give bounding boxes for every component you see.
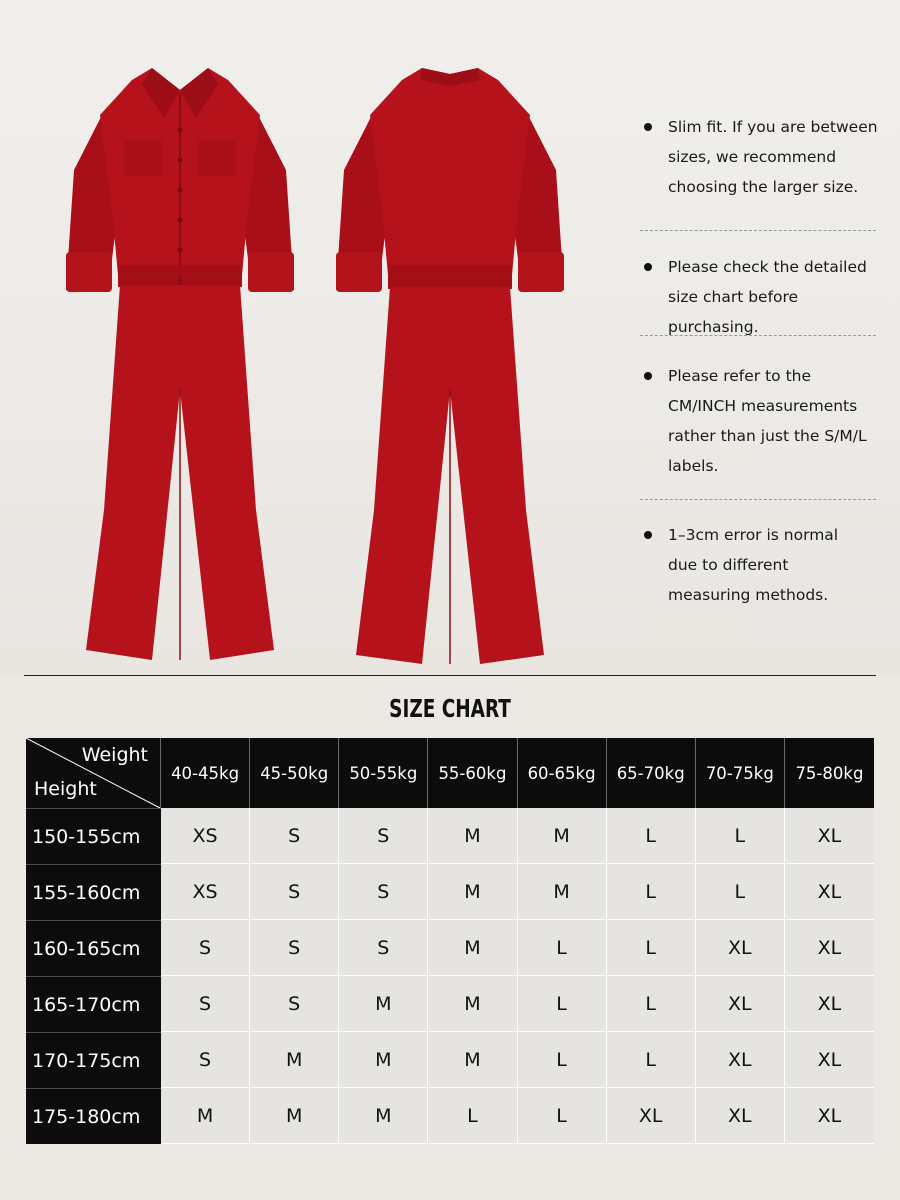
height-label: 170-175cm (26, 1032, 161, 1088)
size-cell: L (428, 1088, 517, 1144)
size-cell: XL (607, 1088, 696, 1144)
weight-header: 65-70kg (607, 738, 696, 808)
size-cell: XL (696, 1088, 785, 1144)
size-cell: L (696, 864, 785, 920)
height-axis-label: Height (34, 778, 97, 800)
size-cell: M (339, 1032, 428, 1088)
size-cell: L (607, 920, 696, 976)
weight-header: 70-75kg (696, 738, 785, 808)
weight-header: 60-65kg (518, 738, 607, 808)
size-cell: L (518, 976, 607, 1032)
table-row (26, 920, 874, 976)
table-row (26, 1032, 874, 1088)
size-cell: XS (161, 808, 250, 864)
size-cell: S (250, 920, 339, 976)
size-cell: L (518, 920, 607, 976)
size-cell: M (339, 976, 428, 1032)
size-cell: M (428, 1032, 517, 1088)
size-cell: L (607, 808, 696, 864)
size-cell: XL (785, 1032, 874, 1088)
size-cell: M (250, 1032, 339, 1088)
note-line: Slim fit. If you are between (668, 118, 878, 136)
note-item (640, 361, 867, 481)
size-cell: L (518, 1088, 607, 1144)
note-line: choosing the larger size. (668, 178, 859, 196)
size-cell: S (339, 864, 428, 920)
note-line: rather than just the S/M/L (668, 427, 867, 445)
note-item (640, 112, 878, 202)
note-item (640, 252, 890, 342)
height-label: 165-170cm (26, 976, 161, 1032)
weight-header: 45-50kg (250, 738, 339, 808)
size-cell: XL (785, 976, 874, 1032)
size-cell: M (518, 864, 607, 920)
size-cell: XL (785, 864, 874, 920)
bullet-icon (644, 123, 652, 131)
size-cell: L (696, 808, 785, 864)
size-cell: S (339, 808, 428, 864)
size-chart-title: SIZE CHART (389, 694, 511, 723)
header-row (26, 738, 874, 808)
size-cell: M (428, 920, 517, 976)
table-row (26, 976, 874, 1032)
size-cell: XL (696, 976, 785, 1032)
note-line: sizes, we recommend (668, 148, 837, 166)
size-cell: S (250, 808, 339, 864)
bullet-icon (644, 531, 652, 539)
size-cell: XL (696, 920, 785, 976)
size-cell: M (428, 864, 517, 920)
size-cell: M (518, 808, 607, 864)
weight-header: 55-60kg (428, 738, 517, 808)
size-chart-table (26, 738, 874, 1144)
note-line: labels. (668, 457, 719, 475)
note-line: due to different (668, 556, 789, 574)
size-cell: L (607, 864, 696, 920)
bullet-icon (644, 263, 652, 271)
weight-header: 75-80kg (785, 738, 874, 808)
table-row (26, 808, 874, 864)
height-label: 160-165cm (26, 920, 161, 976)
section-rule (24, 675, 876, 676)
note-line: Please check the detailed (668, 258, 867, 276)
note-line: size chart before purchasing. (668, 288, 799, 336)
weight-header: 40-45kg (161, 738, 250, 808)
size-cell: M (250, 1088, 339, 1144)
dashed-divider (640, 335, 876, 336)
size-cell: L (607, 976, 696, 1032)
note-line: Please refer to the (668, 367, 812, 385)
jumpsuit-front-image (60, 60, 300, 670)
table-row (26, 1088, 874, 1144)
weight-header: 50-55kg (339, 738, 428, 808)
size-cell: S (250, 864, 339, 920)
dashed-divider (640, 499, 876, 500)
size-cell: XS (161, 864, 250, 920)
size-cell: S (161, 1032, 250, 1088)
size-cell: S (161, 976, 250, 1032)
size-cell: L (607, 1032, 696, 1088)
weight-axis-label: Weight (81, 744, 148, 766)
size-cell: L (518, 1032, 607, 1088)
note-line: CM/INCH measurements (668, 397, 858, 415)
note-line: measuring methods. (668, 586, 829, 604)
size-cell: S (250, 976, 339, 1032)
height-label: 175-180cm (26, 1088, 161, 1144)
note-line: 1–3cm error is normal (668, 526, 839, 544)
table-row (26, 864, 874, 920)
size-cell: XL (785, 920, 874, 976)
size-cell: M (339, 1088, 428, 1144)
size-cell: XL (785, 1088, 874, 1144)
dashed-divider (640, 230, 876, 231)
size-cell: M (161, 1088, 250, 1144)
corner-cell (26, 738, 161, 808)
size-cell: S (161, 920, 250, 976)
note-item (640, 520, 838, 610)
size-cell: M (428, 808, 517, 864)
size-cell: M (428, 976, 517, 1032)
size-cell: XL (785, 808, 874, 864)
size-cell: S (339, 920, 428, 976)
size-cell: XL (696, 1032, 785, 1088)
height-label: 155-160cm (26, 864, 161, 920)
height-label: 150-155cm (26, 808, 161, 864)
jumpsuit-back-image (330, 60, 570, 670)
bullet-icon (644, 372, 652, 380)
